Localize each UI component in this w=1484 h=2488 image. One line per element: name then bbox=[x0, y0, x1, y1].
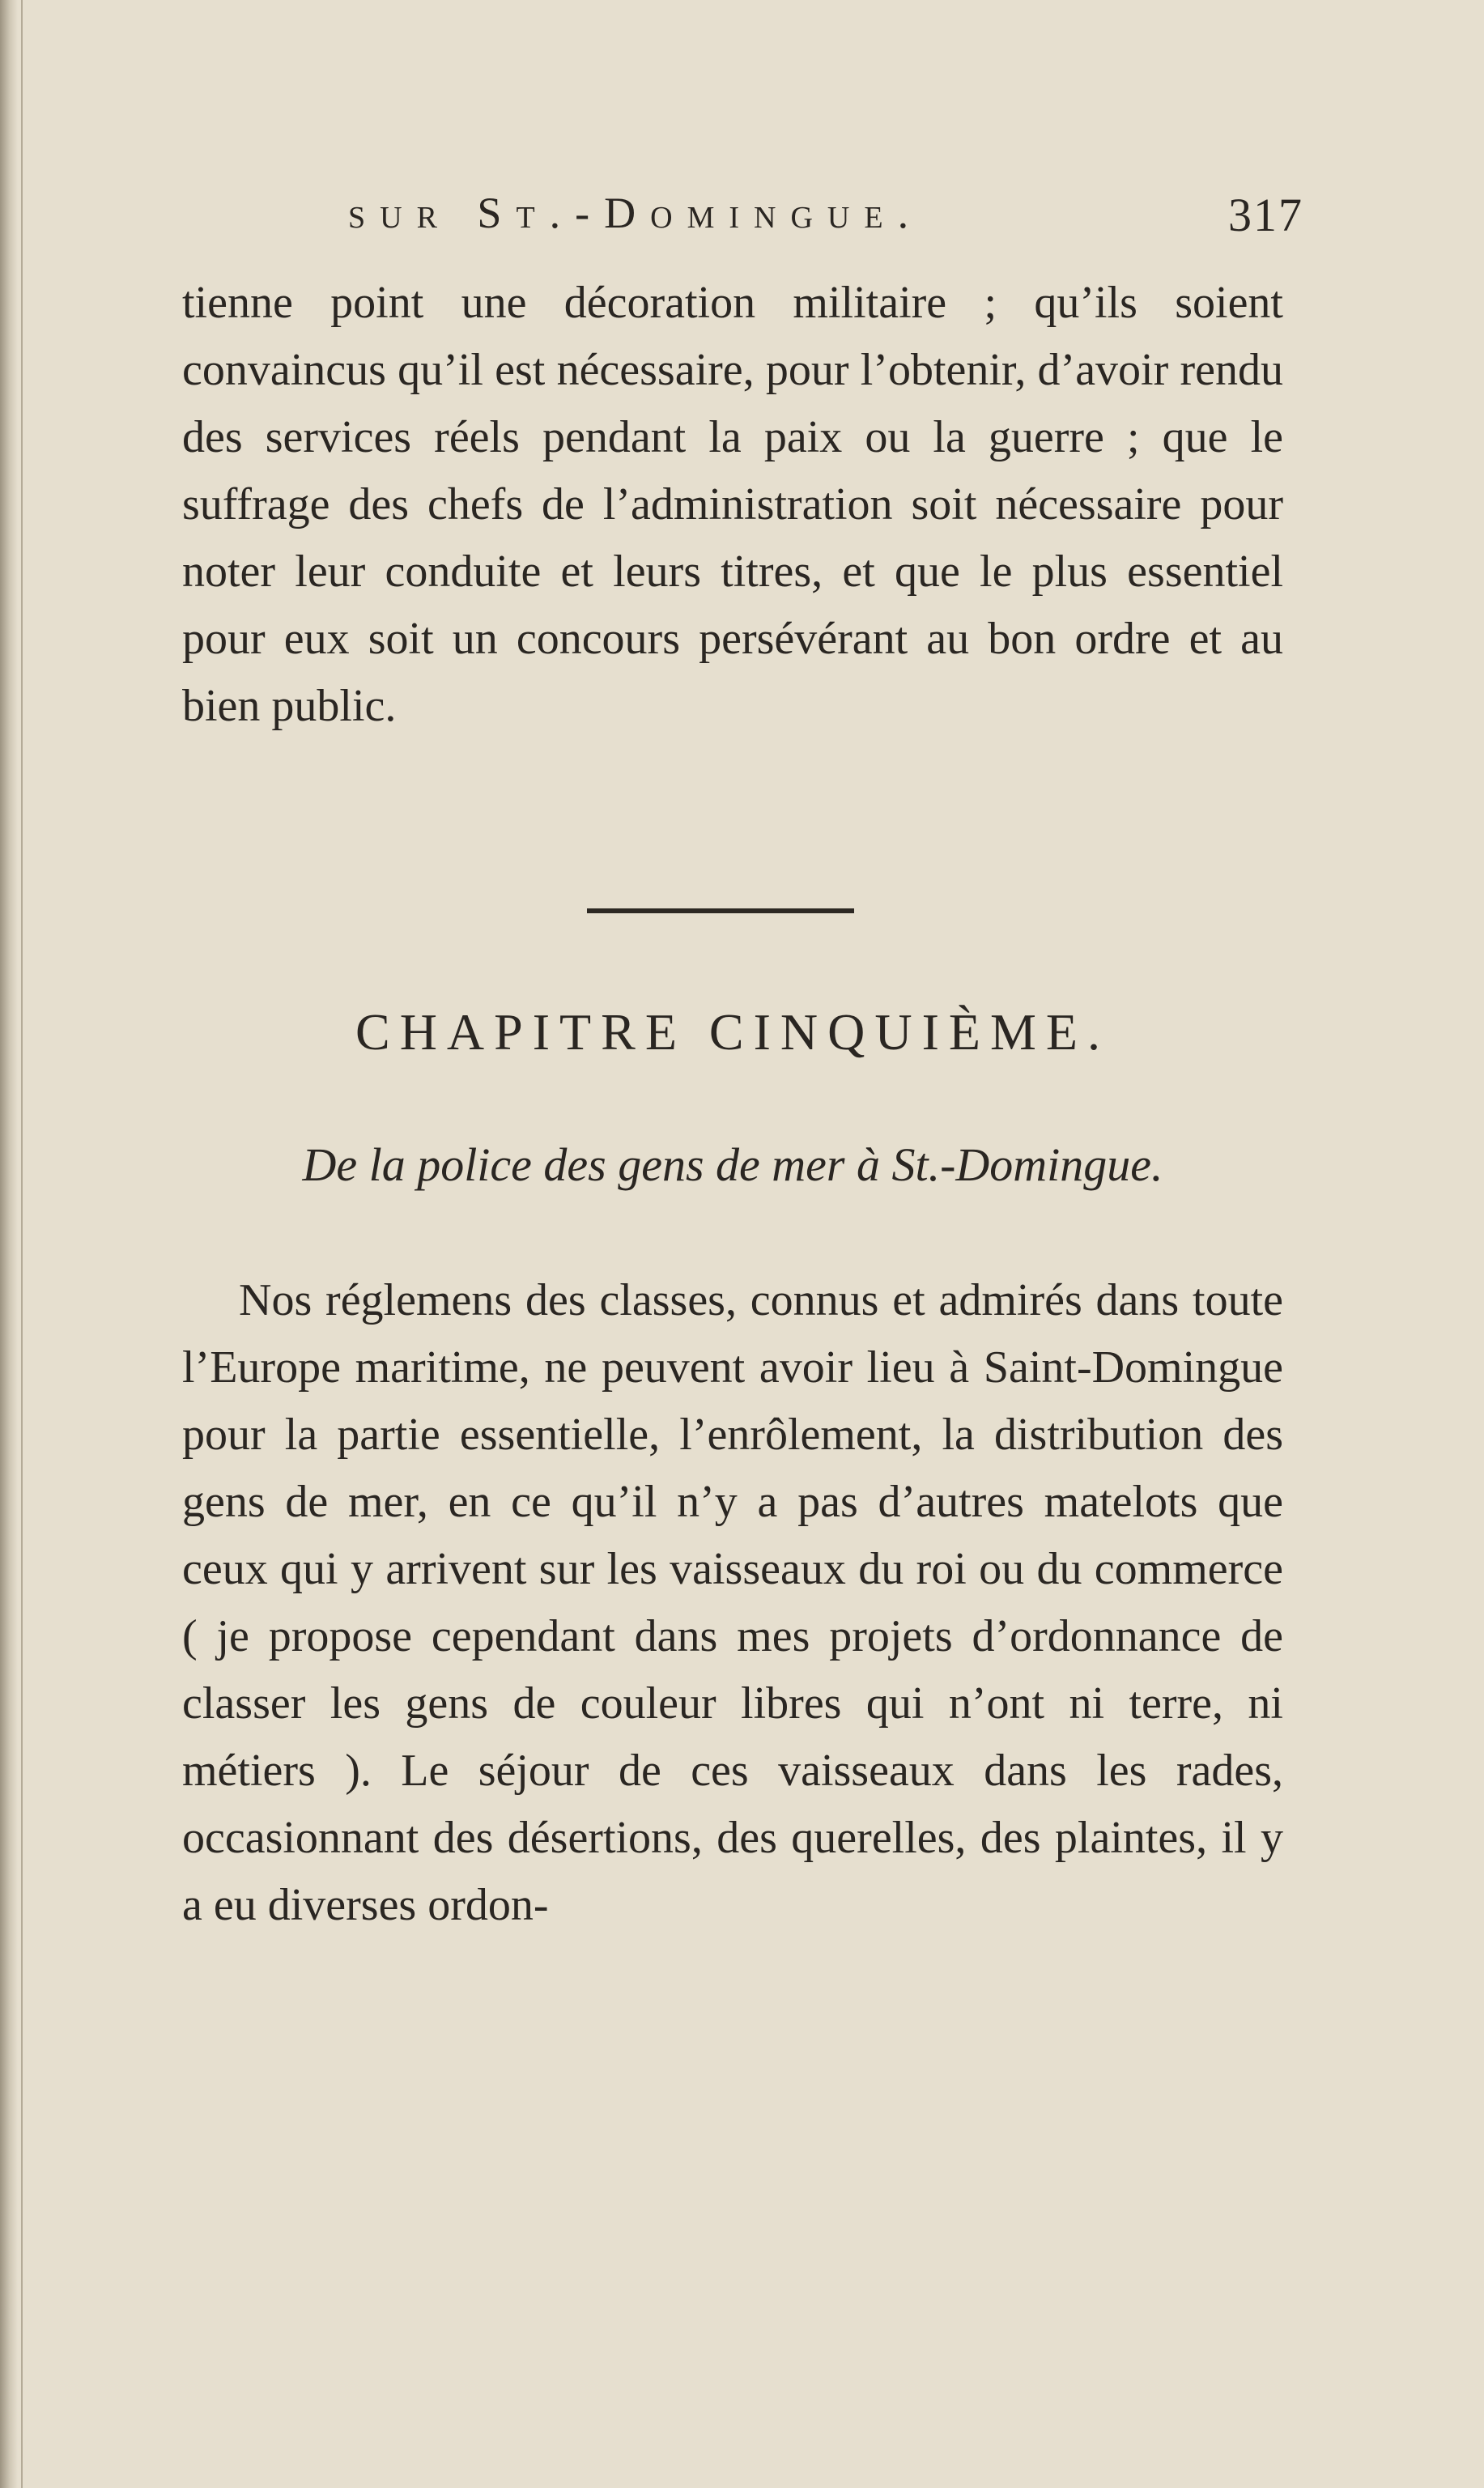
section-divider-rule bbox=[587, 908, 854, 913]
running-head bbox=[348, 188, 1303, 261]
paragraph-continued: tienne point une décoration militaire ; qu’ils soient convaincus qu’il est nécessaire, pour l’obtenir, d’avoir rendu des services réels pendant la paix ou la guerre ; que le suffrage des chefs de l’administration soit nécessaire pour noter leur conduite et leurs titres, et que le plus essentiel pour eux soit un concours persévérant au bon ordre et au bien public. bbox=[182, 278, 1283, 731]
book-page bbox=[182, 0, 1303, 2488]
chapter-heading: CHAPITRE CINQUIÈME. bbox=[355, 1003, 1110, 1061]
chapter-subtitle: De la police des gens de mer à St.-Domingue. bbox=[302, 1138, 1163, 1191]
running-head-title: sur St.-Domingue. bbox=[348, 189, 924, 237]
paragraph-chapter-opening: Nos réglemens des classes, connus et admirés dans toute l’Europe maritime, ne peuvent avoir lieu à Saint-Domingue pour la partie essentielle, l’enrôlement, la distribution des gens de mer, en ce qu’il n’y a pas d’autres matelots que ceux qui y arrivent sur les vaisseaux du roi ou du commerce ( je propose cependant dans mes projets d’ordonnance de classer les gens de couleur libres qui n’ont ni terre, ni métiers ). Le séjour de ces vaisseaux dans les rades, occasionnant des désertions, des querelles, des plaintes, il y a eu diverses ordon- bbox=[182, 1275, 1283, 1930]
page-number: 317 bbox=[1228, 189, 1303, 241]
page-binding-edge bbox=[0, 0, 18, 2488]
page-edge-line bbox=[21, 0, 23, 2488]
